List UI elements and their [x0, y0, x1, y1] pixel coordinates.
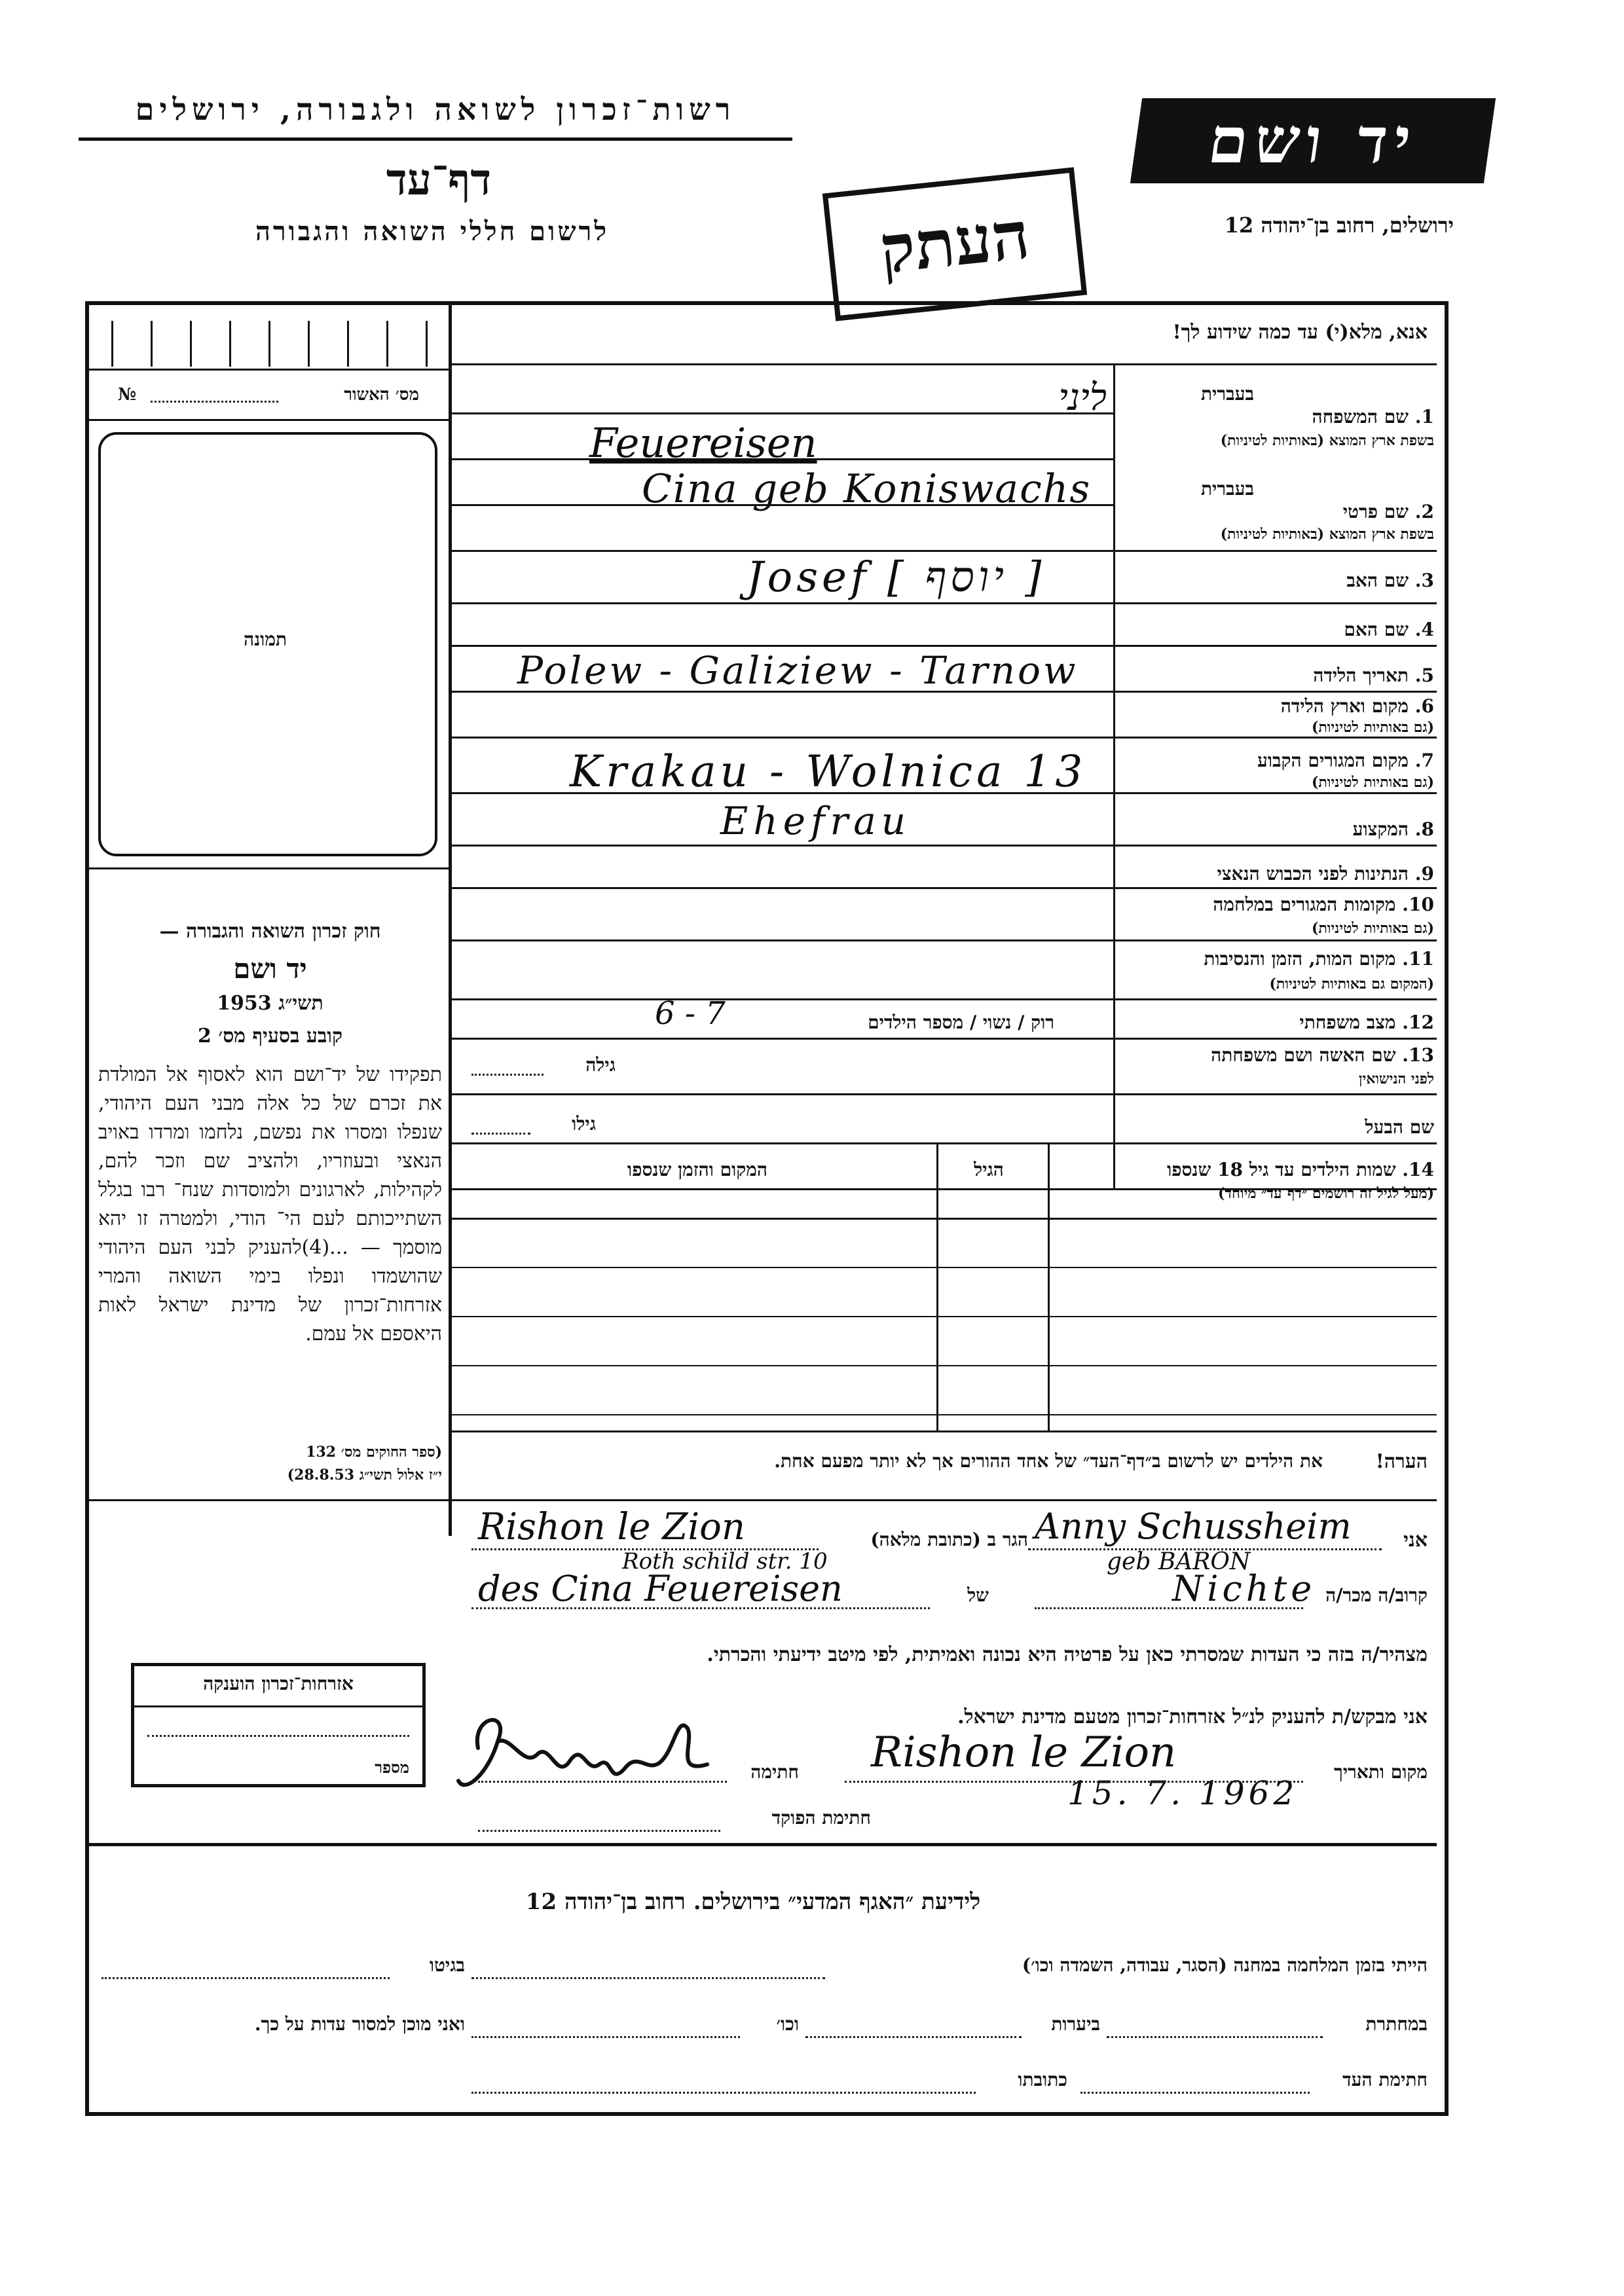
- note-bottom-rule: [89, 1499, 1437, 1501]
- relation-value[interactable]: Nichte: [1172, 1568, 1316, 1609]
- row-rule-8: [451, 845, 1437, 847]
- note-top-rule: [451, 1430, 1437, 1432]
- org-name: רשות־זכרון לשואה ולגבורה, ירושלים: [135, 92, 736, 127]
- tag-hebrew-1: בעברית: [1200, 383, 1254, 405]
- relation-line: [1035, 1607, 1303, 1609]
- label-wartime-residence: 10. מקומות המגורים במלחמה: [1213, 894, 1434, 915]
- value-residence[interactable]: Krakau - Wolnica 13: [570, 746, 1087, 797]
- sub-first-name: בשפת ארץ המוצא (באותיות לטיניות): [1220, 526, 1434, 543]
- signature-line: [478, 1781, 727, 1783]
- declarant-line: [1028, 1548, 1382, 1550]
- children-age-col: הגיל: [974, 1159, 1004, 1180]
- husband-age-field[interactable]: [471, 1133, 530, 1135]
- yad-vashem-logo: [1130, 98, 1496, 183]
- left-panel-divider: [449, 305, 452, 1536]
- citizenship-box-title: אזרחות־זכרון הוענקה: [203, 1673, 354, 1694]
- footer-line2-c: וכו׳: [776, 2013, 799, 2035]
- logo-text: יד ושם: [1204, 103, 1422, 177]
- sub-wartime-residence: (גם באותיות לטיניות): [1311, 920, 1434, 937]
- row-rule-12: [451, 1038, 1437, 1040]
- label-marital: 12. מצב משפחתי: [1299, 1011, 1434, 1033]
- row-rule-2b: [451, 550, 1437, 552]
- footer-line1-b: בגיטו: [429, 1954, 465, 1976]
- footer-line1-a: הייתי בזמן המלחמה במחנה (הסגר, עבודה, השמדה וכו׳): [1022, 1954, 1428, 1976]
- row-rule-3: [451, 602, 1437, 604]
- tick-boxes: [92, 308, 445, 370]
- children-row-1: [451, 1267, 1437, 1268]
- form-intro: אנא, מלא(י) עד כמה שידוע לך!: [1172, 321, 1428, 344]
- row-rule-10: [451, 939, 1437, 941]
- row-rule-9: [451, 887, 1437, 889]
- sub-surname: בשפת ארץ המוצא (באותיות לטיניות): [1220, 432, 1434, 449]
- footer-line3-b: כתובתו: [1018, 2069, 1067, 2090]
- of-line: [471, 1607, 930, 1609]
- value-surname-hebrew[interactable]: ליני: [1058, 376, 1107, 419]
- label-nationality: 9. הנתינות לפני הכבוש הנאצי: [1217, 863, 1434, 884]
- approval-rule: [89, 419, 451, 421]
- approval-no-field[interactable]: [151, 401, 278, 403]
- tag-hebrew-2: בעברית: [1200, 478, 1254, 500]
- resident-label: הגר ב (כתובת מלאה): [870, 1529, 1028, 1550]
- row-rule-4: [451, 645, 1437, 647]
- label-column-divider: [1113, 365, 1115, 1190]
- row-rule-13: [451, 1093, 1437, 1095]
- value-father[interactable]: Josef [ יוסף ]: [747, 553, 1046, 602]
- label-wife-maiden: 13. שם האשה ושם משפחתה: [1211, 1044, 1434, 1066]
- footer-camp-field[interactable]: [471, 1977, 825, 1979]
- law-name: יד ושם: [233, 953, 307, 985]
- label-first-name: 2. שם פרטי: [1342, 501, 1434, 522]
- law-date: י״ז אלול תשי״ג 28.8.53): [287, 1467, 442, 1484]
- photo-bottom-rule: [89, 867, 451, 869]
- children-subheader: (מעל לגיל זה רושמים ״דף־עד״ מיוחד): [1217, 1185, 1434, 1202]
- children-header-rule: [451, 1218, 1437, 1220]
- law-source: (ספר החוקים מס׳ 132: [306, 1444, 442, 1461]
- declarant-name[interactable]: Anny Schussheim: [1035, 1506, 1352, 1547]
- sub-residence: (גם באותיות לטיניות): [1311, 774, 1434, 791]
- photo-label: תמונה: [243, 629, 287, 650]
- signature-drawing: [452, 1702, 727, 1820]
- header-rule: [79, 137, 792, 141]
- sub-wife-maiden: לפני הנישואין: [1358, 1070, 1434, 1087]
- footer-title: לידיעת ״האגף המדעי״ בירושלים. רחוב בן־יהודה 12: [525, 1889, 981, 1915]
- footer-etc-field[interactable]: [471, 2036, 740, 2038]
- children-count[interactable]: 6 - 7: [655, 995, 726, 1032]
- value-profession[interactable]: Ehefrau: [720, 799, 912, 843]
- label-mother: 4. שם האם: [1344, 619, 1434, 640]
- address-line: [471, 1548, 819, 1550]
- row-rule-14: [451, 1142, 1437, 1144]
- husband-age-label: גילו: [572, 1113, 596, 1135]
- children-row-2: [451, 1316, 1437, 1317]
- footer-address-field[interactable]: [471, 2092, 976, 2094]
- value-birth-place[interactable]: Polew - Galiziew - Tarnow: [517, 648, 1079, 693]
- approval-no-prefix: №: [118, 385, 137, 405]
- label-husband: שם הבעל: [1365, 1116, 1434, 1138]
- label-death: 11. מקום המות, הזמן והנסיבות: [1204, 948, 1434, 970]
- marital-options: רוק / נשוי / מספר הילדים: [868, 1011, 1054, 1033]
- official-sig-line[interactable]: [478, 1830, 720, 1832]
- citizenship-box-no: מספר: [375, 1758, 409, 1777]
- declaration-statement: מצהיר/ה בזה כי העדות שמסרתי כאן על פרטיה היא נכונה ואמיתית, לפי מיטב ידיעתי והכרתי.: [707, 1643, 1428, 1666]
- children-col-divider-1: [1048, 1142, 1050, 1430]
- note-text: את הילדים יש לרשום ב״דף־העד״ של אחד ההורים אך לא יותר מפעם אחת.: [774, 1450, 1323, 1472]
- children-place-col: המקום והזמן שנספו: [627, 1159, 767, 1180]
- approval-no-label: מס׳ האשור: [344, 385, 419, 405]
- declarant-address[interactable]: Rishon le Zion: [478, 1506, 745, 1548]
- children-header: 14. שמות הילדים עד גיל 18 שנספו: [1167, 1159, 1434, 1180]
- label-birth-place: 6. מקום וארץ הלידה: [1280, 695, 1434, 717]
- sub-death: (המקום גם באותיות לטיניות): [1269, 975, 1434, 993]
- footer-line2-d: ואני מוכן למסור עדות על כך.: [254, 2013, 465, 2035]
- law-text: תפקידו של יד־ושם הוא לאסוף אל המולדת את זכרם של כל אלה מבני העם היהודי, שנפלו ומסרו את נפשם, נלחמו ומרדו באויב הנאצי ובעוזריו, ולהציב שם וזכר להם, לקהילות, לארגונים ולמוסדות שנח־ רבו בגלל השתייכותם לעם הי־ הודי, ולמטרה זו יהא מוסמך — ...(4)להעניק לבני העם היהודי שהושמדו ונפלו בימי השואה והמרי אזרחות־זכרון של מדינת ישראל לאות היאספם אל עמם.: [98, 1063, 443, 1345]
- place-value[interactable]: Rishon le Zion: [871, 1728, 1177, 1777]
- address-line: ירושלים, רחוב בן־יהודה 12: [1224, 213, 1454, 238]
- footer-line3-a: חתימת העד: [1342, 2069, 1428, 2090]
- value-first-name[interactable]: Cina geb Koniswachs: [642, 466, 1092, 512]
- copy-stamp: [822, 167, 1087, 321]
- row-rule-11: [451, 998, 1437, 1000]
- footer-top-rule: [89, 1843, 1437, 1846]
- declarant-address-street[interactable]: Roth schild str. 10: [622, 1548, 828, 1575]
- label-residence: 7. מקום המגורים הקבוע: [1257, 750, 1434, 771]
- footer-ghetto-field[interactable]: [101, 1977, 390, 1979]
- intro-rule: [451, 363, 1437, 365]
- decl-i-label: אני: [1403, 1529, 1428, 1552]
- relative-label: קרוב/ה מכר/ה: [1325, 1584, 1428, 1606]
- law-title: חוק זכרון השואה והגבורה —: [159, 920, 381, 943]
- footer-underground-field[interactable]: [1107, 2036, 1323, 2038]
- copy-stamp-text: העתק: [876, 196, 1033, 289]
- footer-line2-b: ביערות: [1051, 2013, 1100, 2035]
- row-rule-6: [451, 737, 1437, 738]
- official-sig-label: חתימת הפוקד: [771, 1807, 871, 1829]
- value-surname[interactable]: Feuereisen: [589, 419, 817, 467]
- law-clause: קובע בסעיף מס׳ 2: [197, 1025, 343, 1048]
- place-date-label: מקום ותאריך: [1333, 1761, 1428, 1783]
- place-date-line: [845, 1781, 1303, 1783]
- footer-forest-field[interactable]: [805, 2036, 1022, 2038]
- signature-label: חתימה: [750, 1761, 799, 1783]
- label-birth-date: 5. תאריך הלידה: [1313, 665, 1434, 686]
- label-surname: 1. שם המשפחה: [1312, 406, 1434, 428]
- form-subtitle: לרשום חללי השואה והגבורה: [255, 216, 610, 247]
- of-value[interactable]: des Cina Feuereisen: [478, 1568, 843, 1609]
- children-row-3: [451, 1365, 1437, 1366]
- age-label: גילה: [585, 1054, 616, 1076]
- age-field[interactable]: [471, 1074, 544, 1076]
- date-value[interactable]: 15. 7. 1962: [1067, 1774, 1299, 1812]
- left-top-rule: [89, 369, 451, 371]
- of-label: של: [967, 1584, 989, 1606]
- label-profession: 8. המקצוע: [1352, 818, 1434, 840]
- footer-witness-sig-field[interactable]: [1080, 2092, 1310, 2094]
- sub-birth-place: (גם באותיות לטיניות): [1311, 719, 1434, 736]
- citizenship-box: [131, 1663, 426, 1787]
- label-father: 3. שם האב: [1346, 570, 1434, 591]
- note-label: הערה!: [1375, 1450, 1428, 1473]
- footer-line2-a: במחתרת: [1365, 2013, 1428, 2035]
- declarant-maiden[interactable]: geb BARON: [1107, 1548, 1251, 1575]
- children-row-4: [451, 1414, 1437, 1415]
- declaration-request: אני מבקש/ת להעניק לנ״ל אזרחות־זכרון מטעם מדינת ישראל.: [957, 1705, 1428, 1728]
- form-title: דף־עד: [386, 154, 492, 205]
- children-col-divider-2: [936, 1142, 938, 1430]
- law-year: תשי״ג 1953: [217, 992, 323, 1015]
